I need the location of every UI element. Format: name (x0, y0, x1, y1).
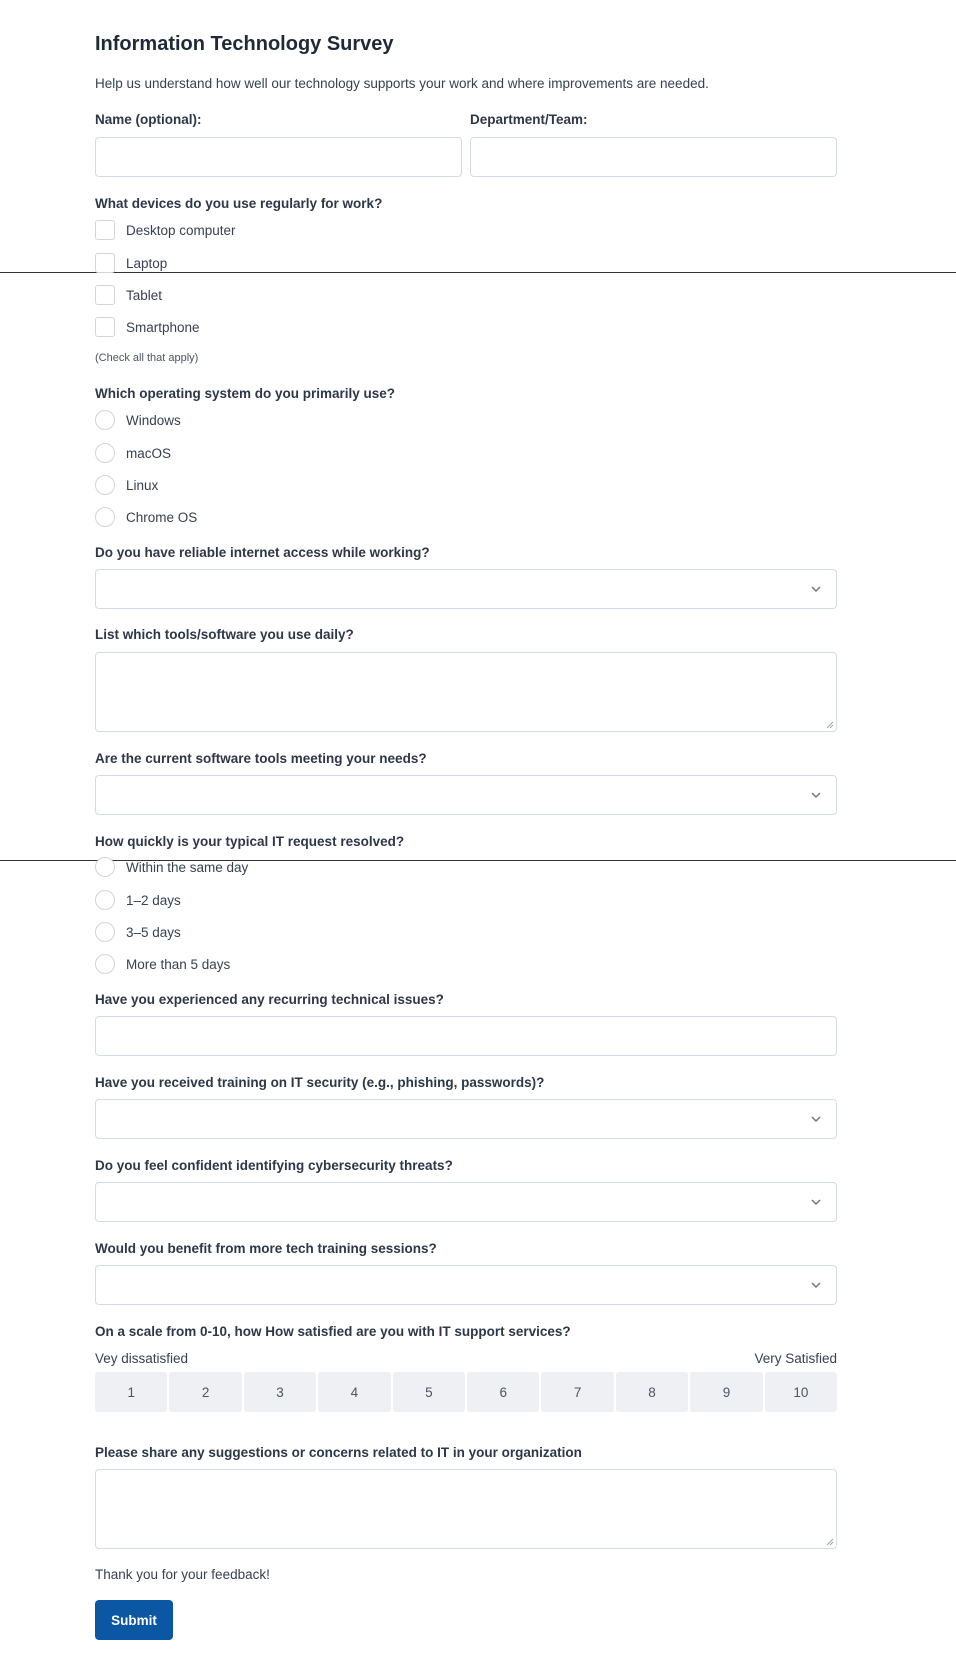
option-label: More than 5 days (126, 957, 231, 972)
option-label: Chrome OS (126, 510, 198, 525)
scale-option-7[interactable]: 7 (541, 1372, 613, 1412)
threats-select[interactable] (95, 1182, 837, 1222)
option-label: Tablet (126, 288, 163, 303)
more-training-question: Would you benefit from more tech training sessions? (95, 1241, 437, 1256)
scale-option-9[interactable]: 9 (690, 1372, 762, 1412)
devices-question: What devices do you use regularly for work? (95, 196, 383, 211)
scale-max-label: Very Satisfied (754, 1351, 837, 1366)
scale-option-10[interactable]: 10 (765, 1372, 837, 1412)
tools-question: List which tools/software you use daily? (95, 627, 354, 642)
option-label: 3–5 days (126, 925, 181, 940)
option-label: Windows (126, 413, 181, 428)
radio-1-2-days[interactable] (95, 890, 115, 910)
department-input[interactable] (470, 137, 837, 177)
software-select[interactable] (95, 775, 837, 815)
checkbox-desktop[interactable] (95, 220, 115, 240)
more-training-select[interactable] (95, 1265, 837, 1305)
name-input[interactable] (95, 137, 462, 177)
internet-question: Do you have reliable internet access while working? (95, 545, 430, 560)
suggestions-textarea[interactable] (95, 1469, 837, 1549)
internet-select[interactable] (95, 569, 837, 609)
radio-chrome-os[interactable] (95, 507, 115, 527)
submit-button[interactable]: Submit (95, 1600, 173, 1640)
radio-macos[interactable] (95, 443, 115, 463)
checkbox-tablet[interactable] (95, 285, 115, 305)
thank-you-text: Thank you for your feedback! (95, 1567, 270, 1582)
resolution-question: How quickly is your typical IT request resolved? (95, 834, 405, 849)
radio-3-5-days[interactable] (95, 922, 115, 942)
option-label: Smartphone (126, 320, 200, 335)
option-label: Laptop (126, 256, 168, 271)
scale-option-2[interactable]: 2 (169, 1372, 241, 1412)
devices-hint: (Check all that apply) (95, 352, 199, 364)
radio-windows[interactable] (95, 410, 115, 430)
checkbox-smartphone[interactable] (95, 317, 115, 337)
recurring-question: Have you experienced any recurring technical issues? (95, 992, 444, 1007)
scale-option-1[interactable]: 1 (95, 1372, 167, 1412)
chevron-down-icon (810, 1196, 822, 1208)
satisfaction-question: On a scale from 0-10, how How satisfied are you with IT support services? (95, 1324, 571, 1339)
department-label: Department/Team: (470, 112, 588, 127)
option-label: Within the same day (126, 860, 249, 875)
radio-more-than-5-days[interactable] (95, 954, 115, 974)
option-label: Linux (126, 478, 159, 493)
chevron-down-icon (810, 1279, 822, 1291)
divider-line (0, 272, 956, 273)
threats-question: Do you feel confident identifying cybersecurity threats? (95, 1158, 453, 1173)
scale-option-4[interactable]: 4 (318, 1372, 390, 1412)
intro-text: Help us understand how well our technology supports your work and where improvements are needed. (95, 76, 709, 91)
resize-handle-icon[interactable] (826, 721, 834, 729)
scale-min-label: Vey dissatisfied (95, 1351, 189, 1366)
scale-option-5[interactable]: 5 (393, 1372, 465, 1412)
security-training-question: Have you received training on IT security (e.g., phishing, passwords)? (95, 1075, 545, 1090)
security-training-select[interactable] (95, 1099, 837, 1139)
os-question: Which operating system do you primarily use? (95, 386, 396, 401)
checkbox-laptop[interactable] (95, 253, 115, 273)
tools-textarea[interactable] (95, 652, 837, 732)
radio-same-day[interactable] (95, 857, 115, 877)
software-question: Are the current software tools meeting your needs? (95, 751, 427, 766)
satisfaction-scale (95, 1372, 837, 1412)
radio-linux[interactable] (95, 475, 115, 495)
option-label: Desktop computer (126, 223, 236, 238)
scale-option-3[interactable]: 3 (244, 1372, 316, 1412)
scale-option-6[interactable]: 6 (467, 1372, 539, 1412)
chevron-down-icon (810, 789, 822, 801)
chevron-down-icon (810, 583, 822, 595)
chevron-down-icon (810, 1113, 822, 1125)
name-label: Name (optional): (95, 112, 202, 127)
suggestions-question: Please share any suggestions or concerns related to IT in your organization (95, 1445, 582, 1460)
resize-handle-icon[interactable] (826, 1538, 834, 1546)
recurring-input[interactable] (95, 1016, 837, 1056)
page-title: Information Technology Survey (95, 33, 394, 55)
option-label: macOS (126, 446, 172, 461)
option-label: 1–2 days (126, 893, 181, 908)
scale-option-8[interactable]: 8 (616, 1372, 688, 1412)
